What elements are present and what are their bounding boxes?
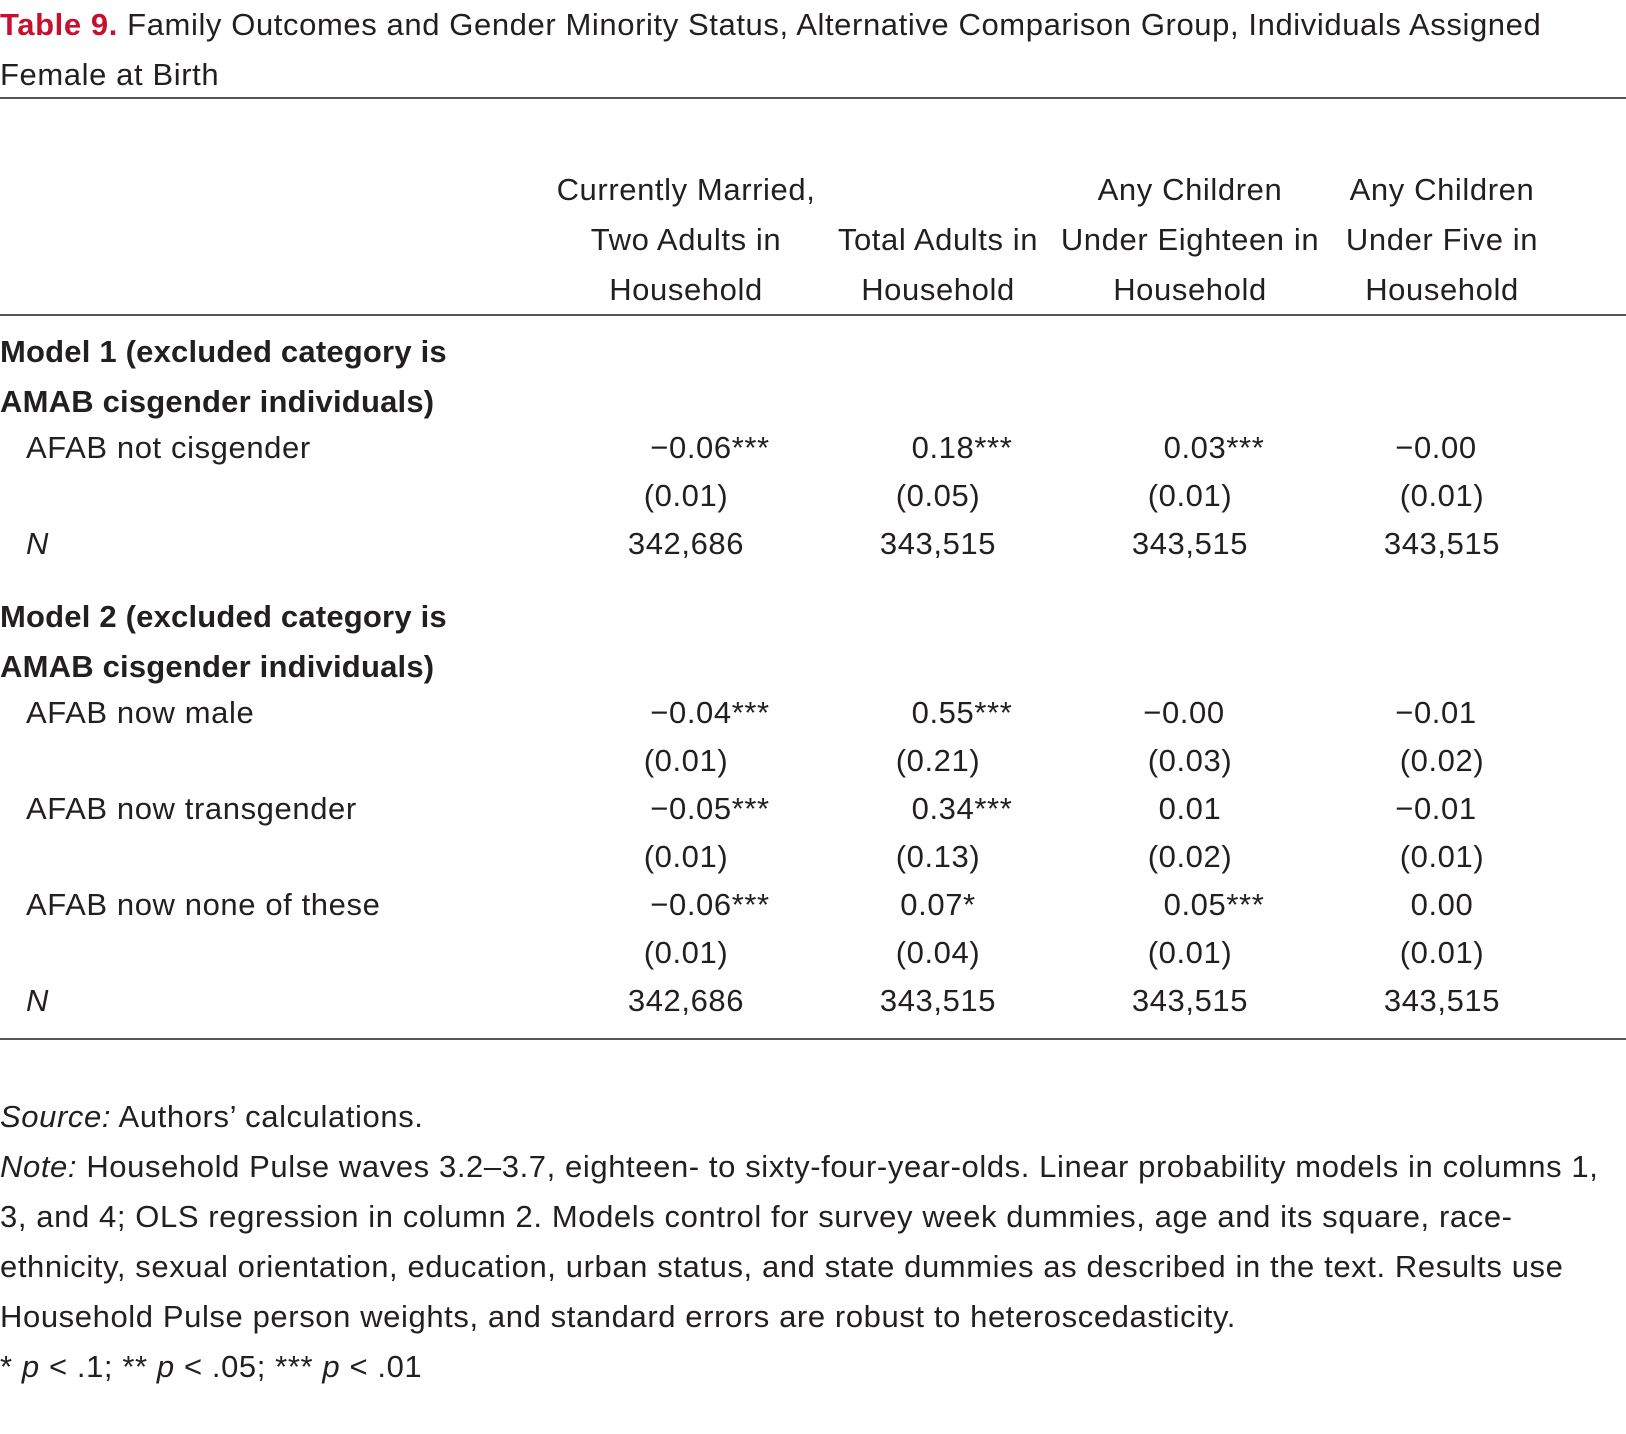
row-label-afab-now-none: AFAB now none of these — [26, 887, 381, 922]
coef-cell: 0.34*** — [911, 791, 1013, 826]
table-notes — [0, 1092, 1620, 1392]
n-cell: 342,686 — [627, 983, 745, 1018]
se-cell: (0.01) — [643, 839, 729, 874]
se-cell: (0.01) — [1399, 935, 1485, 970]
coef-cell: 0.03*** — [1163, 430, 1265, 465]
bottom-rule — [0, 1038, 1626, 1040]
source-note — [0, 1092, 1620, 1142]
significance-note: * p < .1; ** p < .05; *** p < .01 — [0, 1349, 423, 1384]
se-cell: (0.01) — [643, 478, 729, 513]
se-cell: (0.02) — [1399, 743, 1485, 778]
model-2-heading: Model 2 (excluded category is AMAB cisgender individuals) — [0, 599, 447, 684]
se-cell: (0.01) — [1399, 478, 1485, 513]
coef-cell: 0.01 — [1158, 791, 1222, 826]
se-cell: (0.01) — [1147, 935, 1233, 970]
se-cell: (0.01) — [643, 743, 729, 778]
model-1-heading: Model 1 (excluded category is AMAB cisgender individuals) — [0, 334, 447, 419]
n-cell: 343,515 — [879, 526, 997, 561]
top-rule — [0, 97, 1626, 99]
row-label-afab-now-transgender: AFAB now transgender — [26, 791, 357, 826]
coef-cell: −0.01 — [1395, 791, 1477, 826]
row-label-afab-now-male: AFAB now male — [26, 695, 255, 730]
coef-cell: 0.18*** — [911, 430, 1013, 465]
se-cell: (0.01) — [643, 935, 729, 970]
table-title: Family Outcomes and Gender Minority Status, Alternative Comparison Group, Individuals Assigned Female at Birth — [0, 7, 1542, 92]
coef-cell: −0.01 — [1395, 695, 1477, 730]
se-cell: (0.03) — [1147, 743, 1233, 778]
header-rule — [0, 314, 1626, 316]
coef-cell: −0.00 — [1395, 430, 1477, 465]
coef-cell: −0.06*** — [650, 430, 770, 465]
table-caption — [0, 0, 1600, 100]
n-cell: 343,515 — [1383, 983, 1501, 1018]
source-text: Authors’ calculations. — [111, 1099, 424, 1134]
se-cell: (0.13) — [895, 839, 981, 874]
coef-cell: −0.05*** — [650, 791, 770, 826]
se-cell: (0.04) — [895, 935, 981, 970]
column-header-married: Currently Married, Two Adults in Household — [556, 172, 816, 307]
column-header-children-under-18: Any Children Under Eighteen in Household — [1060, 172, 1320, 307]
n-label: N — [26, 983, 49, 1018]
coef-cell: −0.06*** — [650, 887, 770, 922]
se-cell: (0.01) — [1147, 478, 1233, 513]
table-number: Table 9. — [0, 7, 118, 42]
se-cell: (0.02) — [1147, 839, 1233, 874]
n-cell: 342,686 — [627, 526, 745, 561]
se-cell: (0.21) — [895, 743, 981, 778]
note-text: Household Pulse waves 3.2–3.7, eighteen- to sixty-four-year-olds. Linear probability models in columns 1, 3, and 4; OLS regression in column 2. Models control for survey week dummies, age and its square, race-ethnicity, sexual orientation, education, urban status, and state dummies as described in the text. Results use Household Pulse person weights, and standard errors are robust to heteroscedasticity. — [0, 1149, 1599, 1334]
n-cell: 343,515 — [1131, 526, 1249, 561]
coef-cell: 0.07* — [900, 887, 976, 922]
coef-cell: 0.00 — [1410, 887, 1474, 922]
coef-cell: −0.04*** — [650, 695, 770, 730]
column-header-children-under-5: Any Children Under Five in Household — [1345, 172, 1539, 307]
column-header-total-adults: Total Adults in Household — [837, 222, 1039, 307]
n-cell: 343,515 — [1383, 526, 1501, 561]
coef-cell: −0.00 — [1143, 695, 1225, 730]
se-cell: (0.05) — [895, 478, 981, 513]
se-cell: (0.01) — [1399, 839, 1485, 874]
n-cell: 343,515 — [1131, 983, 1249, 1018]
coef-cell: 0.05*** — [1163, 887, 1265, 922]
method-note — [0, 1142, 1620, 1342]
n-cell: 343,515 — [879, 983, 997, 1018]
coef-cell: 0.55*** — [911, 695, 1013, 730]
source-label: Source: — [0, 1099, 112, 1134]
note-label: Note: — [0, 1149, 78, 1184]
n-label: N — [26, 526, 49, 561]
row-label-afab-not-cisgender: AFAB not cisgender — [26, 430, 311, 465]
